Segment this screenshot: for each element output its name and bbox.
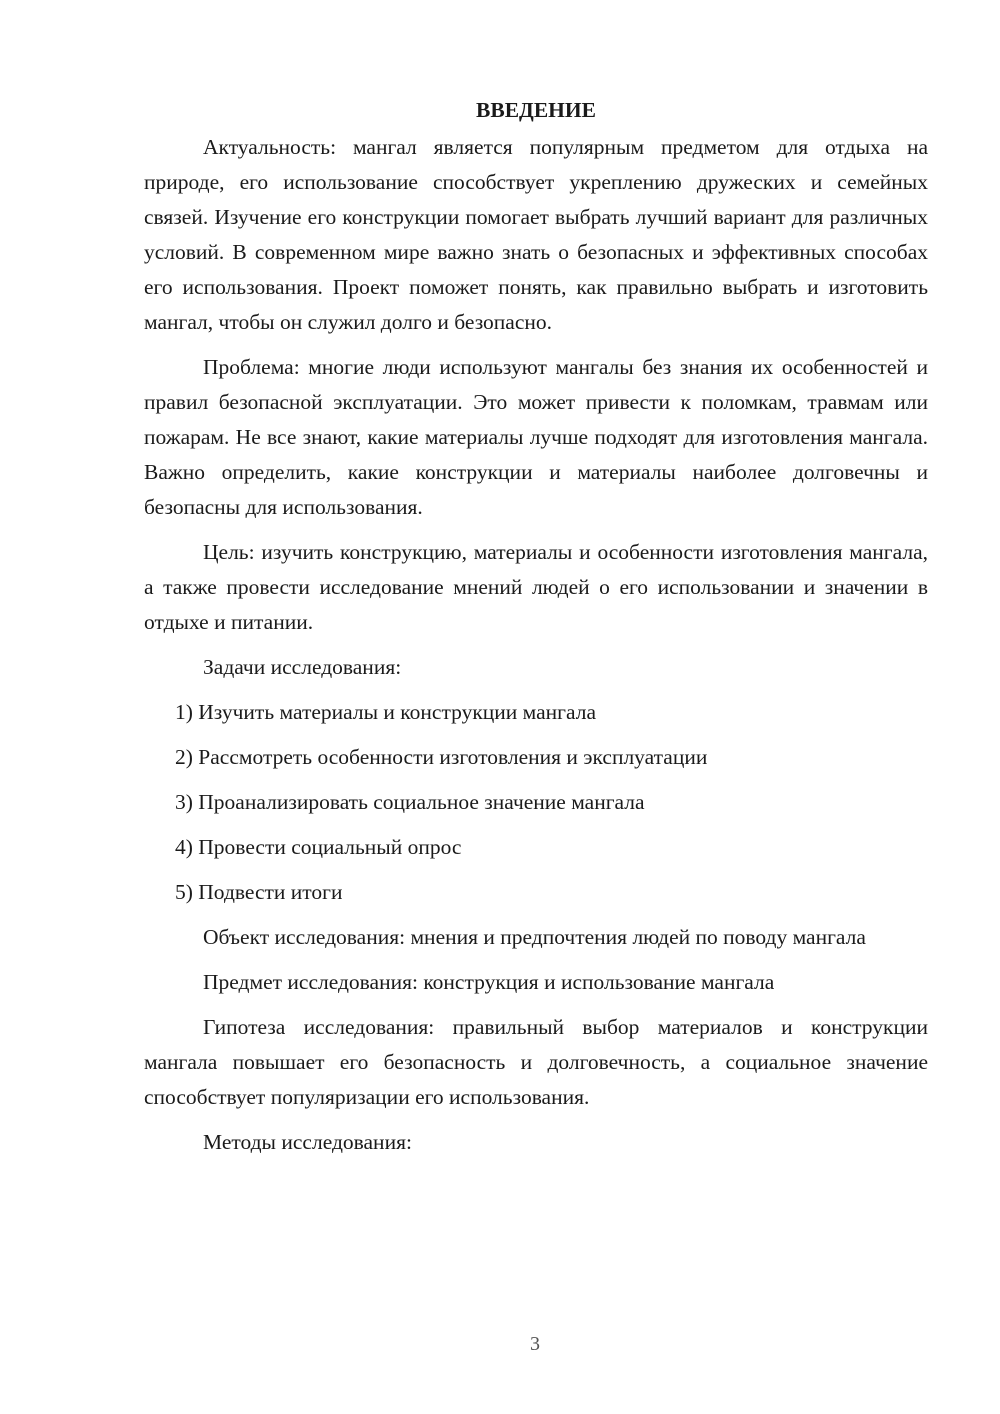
paragraph-methods-title: Методы исследования: <box>203 1130 412 1154</box>
paragraph-relevance: Актуальность: мангал является популярным предметом для отдыха на природе, его использование способствует укреплению дружеских и семейных связей. Изучение его конструкции помогает выбрать лучший вариант для различных условий. В современном мире важно знать о безопасных и эффективных способах его использования. Проект поможет понять, как правильно выбрать и изготовить мангал, чтобы он служил долго и безопасно. <box>144 135 928 334</box>
page-content <box>144 92 928 1170</box>
section-heading: ВВЕДЕНИЕ <box>476 98 596 122</box>
task-item: 1) Изучить материалы и конструкции мангала <box>175 700 596 724</box>
page-number: 3 <box>530 1333 540 1355</box>
paragraph-tasks-title: Задачи исследования: <box>203 655 402 679</box>
task-list <box>144 695 928 910</box>
paragraph-object: Объект исследования: мнения и предпочтения людей по поводу мангала <box>203 925 866 949</box>
task-item: 3) Проанализировать социальное значение мангала <box>175 790 645 814</box>
paragraph-hypothesis: Гипотеза исследования: правильный выбор материалов и конструкции мангала повышает его безопасность и долговечность, а социальное значение способствует популяризации его использования. <box>144 1015 928 1109</box>
paragraph-problem: Проблема: многие люди используют мангалы без знания их особенностей и правил безопасной эксплуатации. Это может привести к поломкам, травмам или пожарам. Не все знают, какие материалы лучше подходят для изготовления мангала. Важно определить, какие конструкции и материалы наиболее долговечны и безопасны для использования. <box>144 355 928 519</box>
task-item: 2) Рассмотреть особенности изготовления и эксплуатации <box>175 745 708 769</box>
task-item: 4) Провести социальный опрос <box>175 835 462 859</box>
paragraph-subject: Предмет исследования: конструкция и использование мангала <box>203 970 775 994</box>
task-item: 5) Подвести итоги <box>175 880 343 904</box>
paragraph-goal: Цель: изучить конструкцию, материалы и особенности изготовления мангала, а также провести исследование мнений людей о его использовании и значении в отдыхе и питании. <box>144 540 928 634</box>
